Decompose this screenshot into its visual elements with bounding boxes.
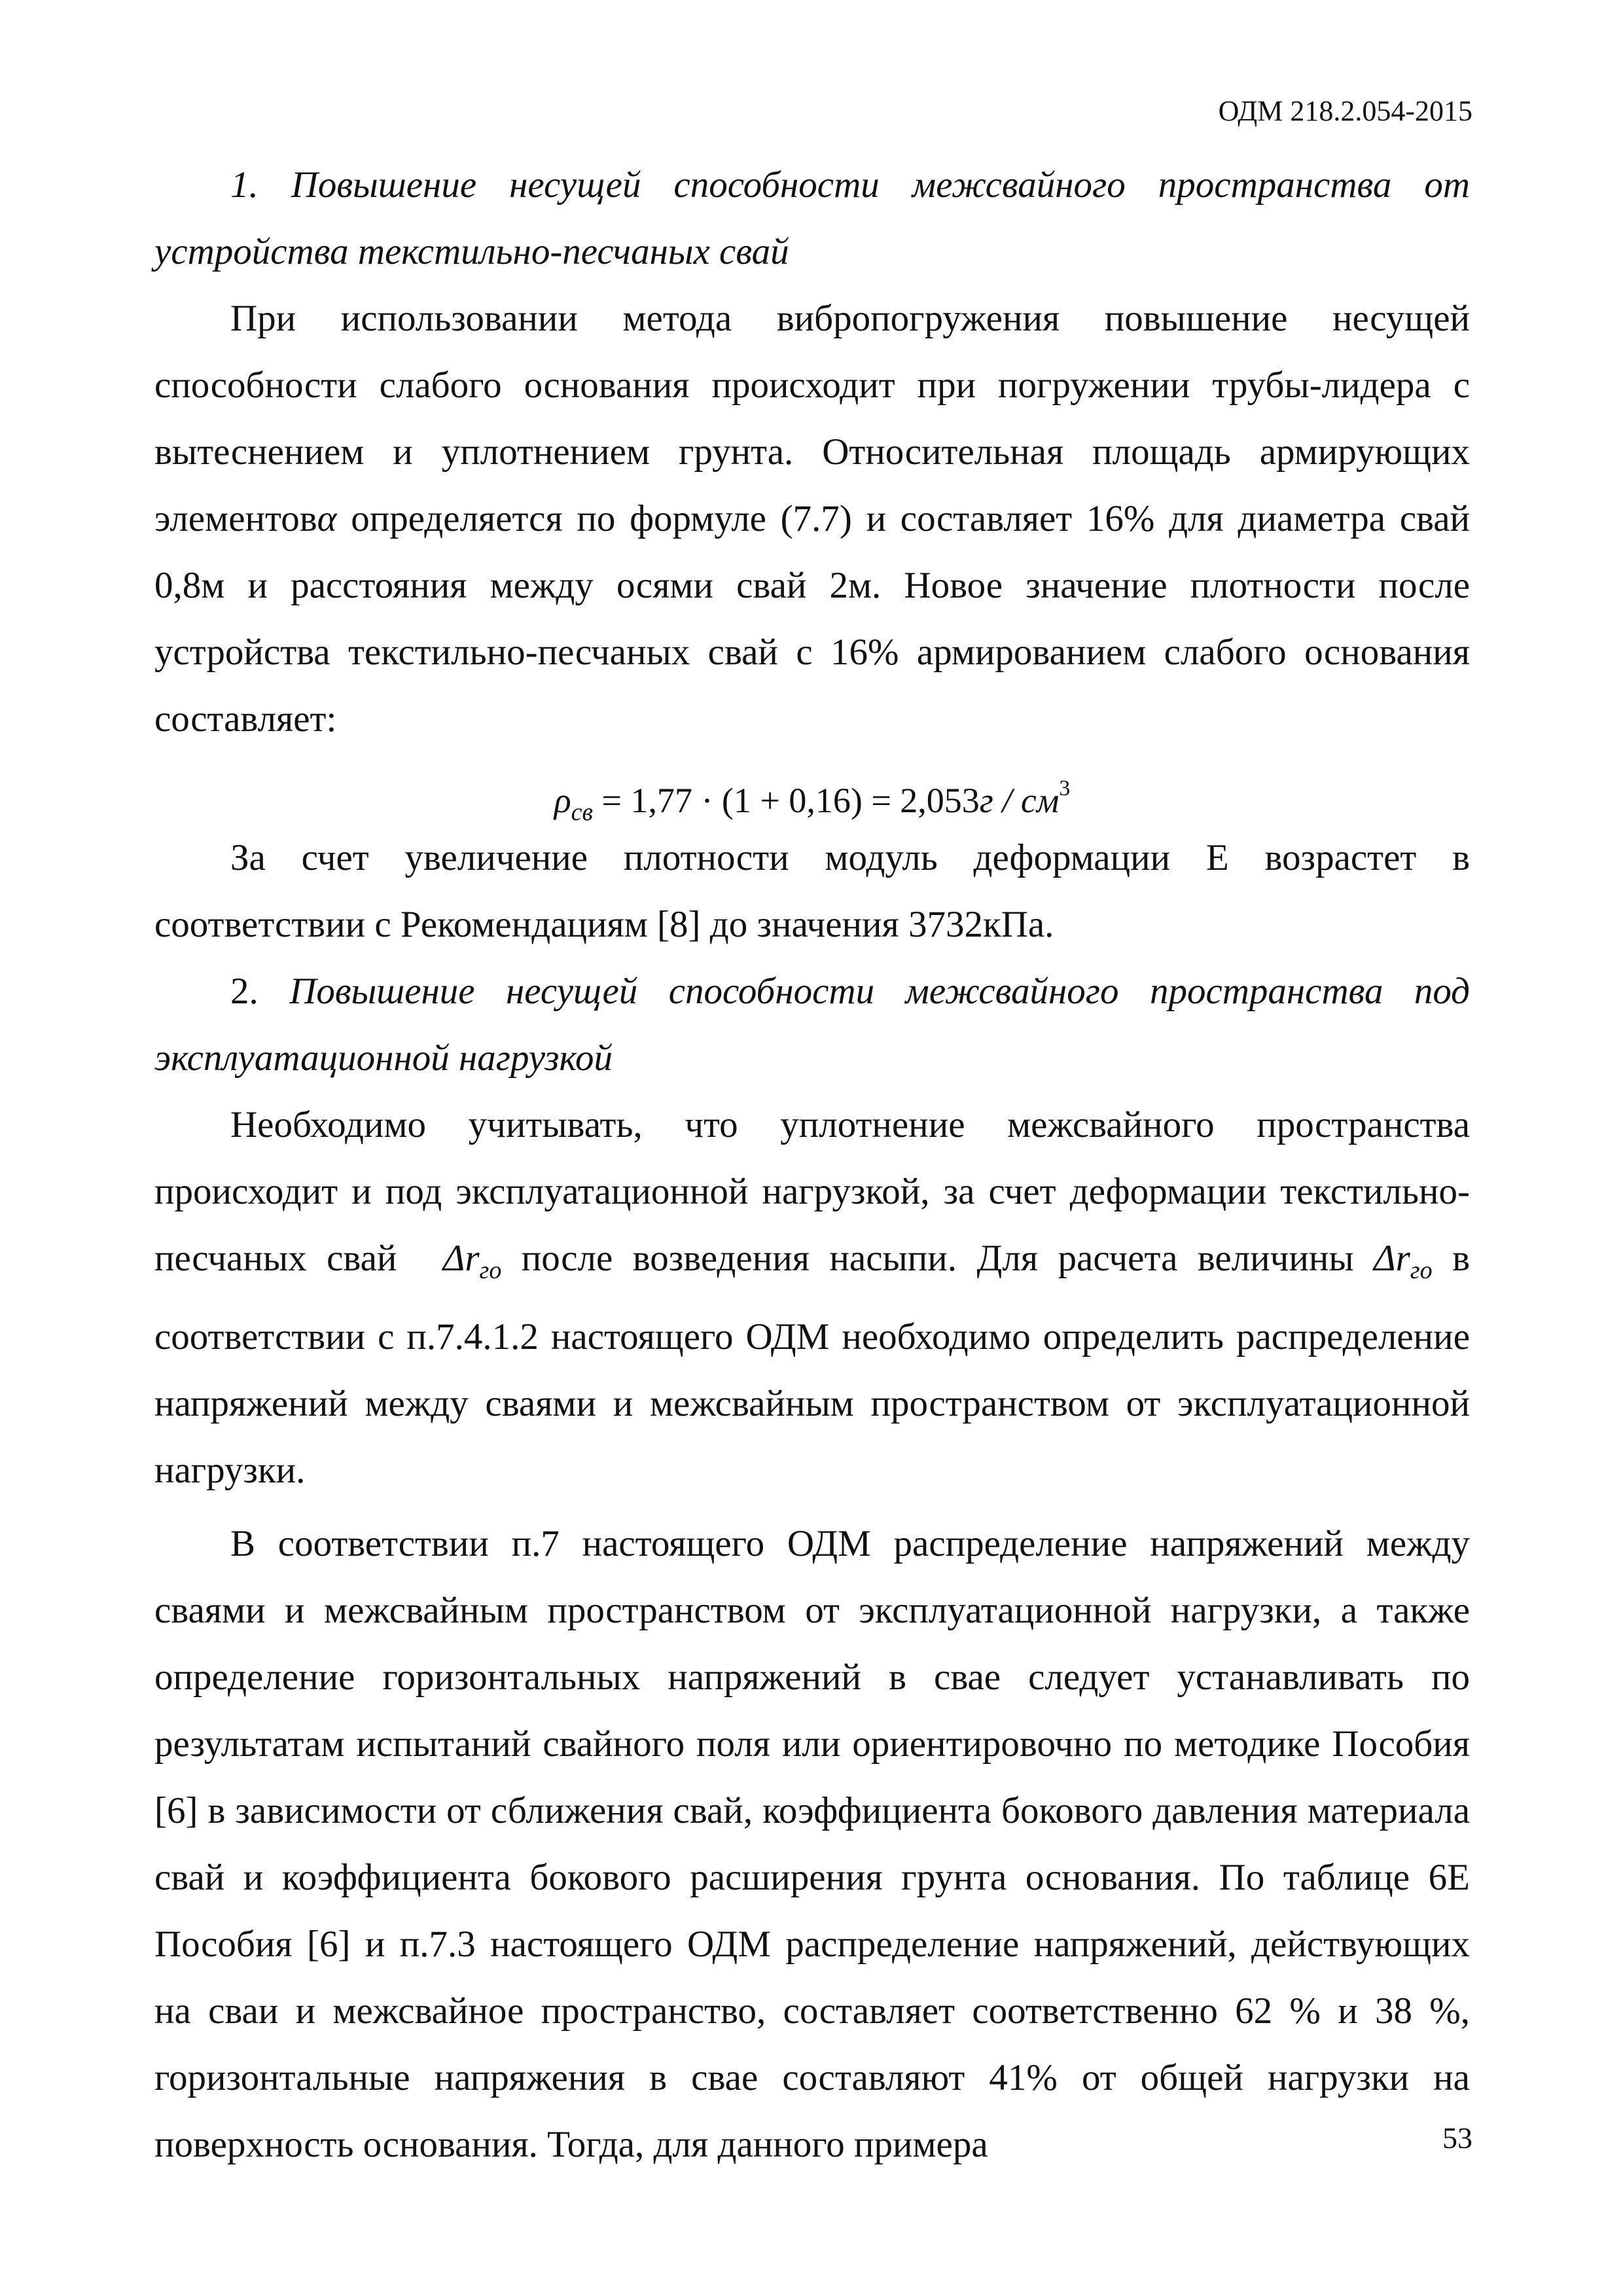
delta-r-subscript-2: го bbox=[1410, 1257, 1433, 1284]
paragraph-1-text-a: При использовании метода вибропогружения повышение несущей способности слабого основания происходит при погружении трубы-лидера с вытеснением и уплотнением грунта. Относительная площадь армирующих элементов bbox=[154, 298, 1470, 539]
paragraph-3-text-a: Необходимо учитывать, что уплотнение межсвайного пространства происходит и под эксплуатационной нагрузкой, за счет деформации текстильно-песчаных свай bbox=[154, 1104, 1470, 1279]
formula-expression: = 1,77 · (1 + 0,16) = 2,053 bbox=[592, 781, 980, 820]
formula-unit: г / см bbox=[979, 781, 1060, 820]
section-2-title: Повышение несущей способности межсвайного пространства под эксплуатационной нагрузкой bbox=[154, 971, 1471, 1079]
density-formula bbox=[154, 753, 1470, 825]
section-2-heading bbox=[154, 958, 1470, 1092]
delta-r-symbol-1: Δr bbox=[442, 1238, 480, 1279]
page-number: 53 bbox=[1442, 2121, 1472, 2155]
paragraph-3-text-b: после возведения насыпи. Для расчета величины bbox=[501, 1238, 1374, 1279]
paragraph-3 bbox=[154, 1092, 1470, 1504]
document-code: ОДМ 218.2.054-2015 bbox=[1218, 95, 1472, 127]
formula-rho-subscript: св bbox=[571, 798, 593, 826]
paragraph-4: В соответствии п.7 настоящего ОДМ распределение напряжений между сваями и межсвайным пространством от эксплуатационной нагрузки, а также определение горизонтальных напряжений в свае следует устанавливать по результатам испытаний свайного поля или ориентировочно по методике Пособия [6] в зависимости от сближения свай, коэффициента бокового давления материала свай и коэффициента бокового расширения грунта основания. По таблице 6Е Пособия [6] и п.7.3 настоящего ОДМ распределение напряжений, действующих на сваи и межсвайное пространство, составляет соответственно 62 % и 38 %, горизонтальные напряжения в свае составляют 41% от общей нагрузки на поверхность основания. Тогда, для данного примера bbox=[154, 1523, 1470, 2165]
section-1-title: Повышение несущей способности межсвайного пространства от устройства текстильно-песчаных свай bbox=[154, 164, 1470, 272]
paragraph-2: За счет увеличение плотности модуль деформации Е возрастет в соответствии с Рекомендациям [8] до значения 3732кПа. bbox=[154, 837, 1470, 945]
paragraph-3-text-c: в соответствии с п.7.4.1.2 настоящего ОДМ необходимо определить распределение напряжений между сваями и межсвайным пространством от эксплуатационной нагрузки. bbox=[154, 1238, 1470, 1491]
document-body bbox=[154, 152, 1470, 2178]
paragraph-1-text-b: определяется по формуле (7.7) и составляет 16% для диаметра свай 0,8м и расстояния между осями свай 2м. Новое значение плотности после устройства текстильно-песчаных свай с 16% армированием слабого основания составляет: bbox=[154, 498, 1470, 740]
paragraph-1 bbox=[154, 285, 1470, 753]
section-1-heading bbox=[154, 152, 1470, 285]
section-1-number: 1. bbox=[230, 164, 259, 206]
section-2-number: 2. bbox=[230, 971, 259, 1012]
formula-rho: ρ bbox=[554, 781, 571, 820]
delta-r-subscript-1: го bbox=[479, 1257, 502, 1284]
delta-r-symbol-2: Δr bbox=[1374, 1238, 1410, 1279]
formula-unit-exponent: 3 bbox=[1059, 776, 1071, 800]
alpha-symbol: α bbox=[317, 498, 337, 539]
